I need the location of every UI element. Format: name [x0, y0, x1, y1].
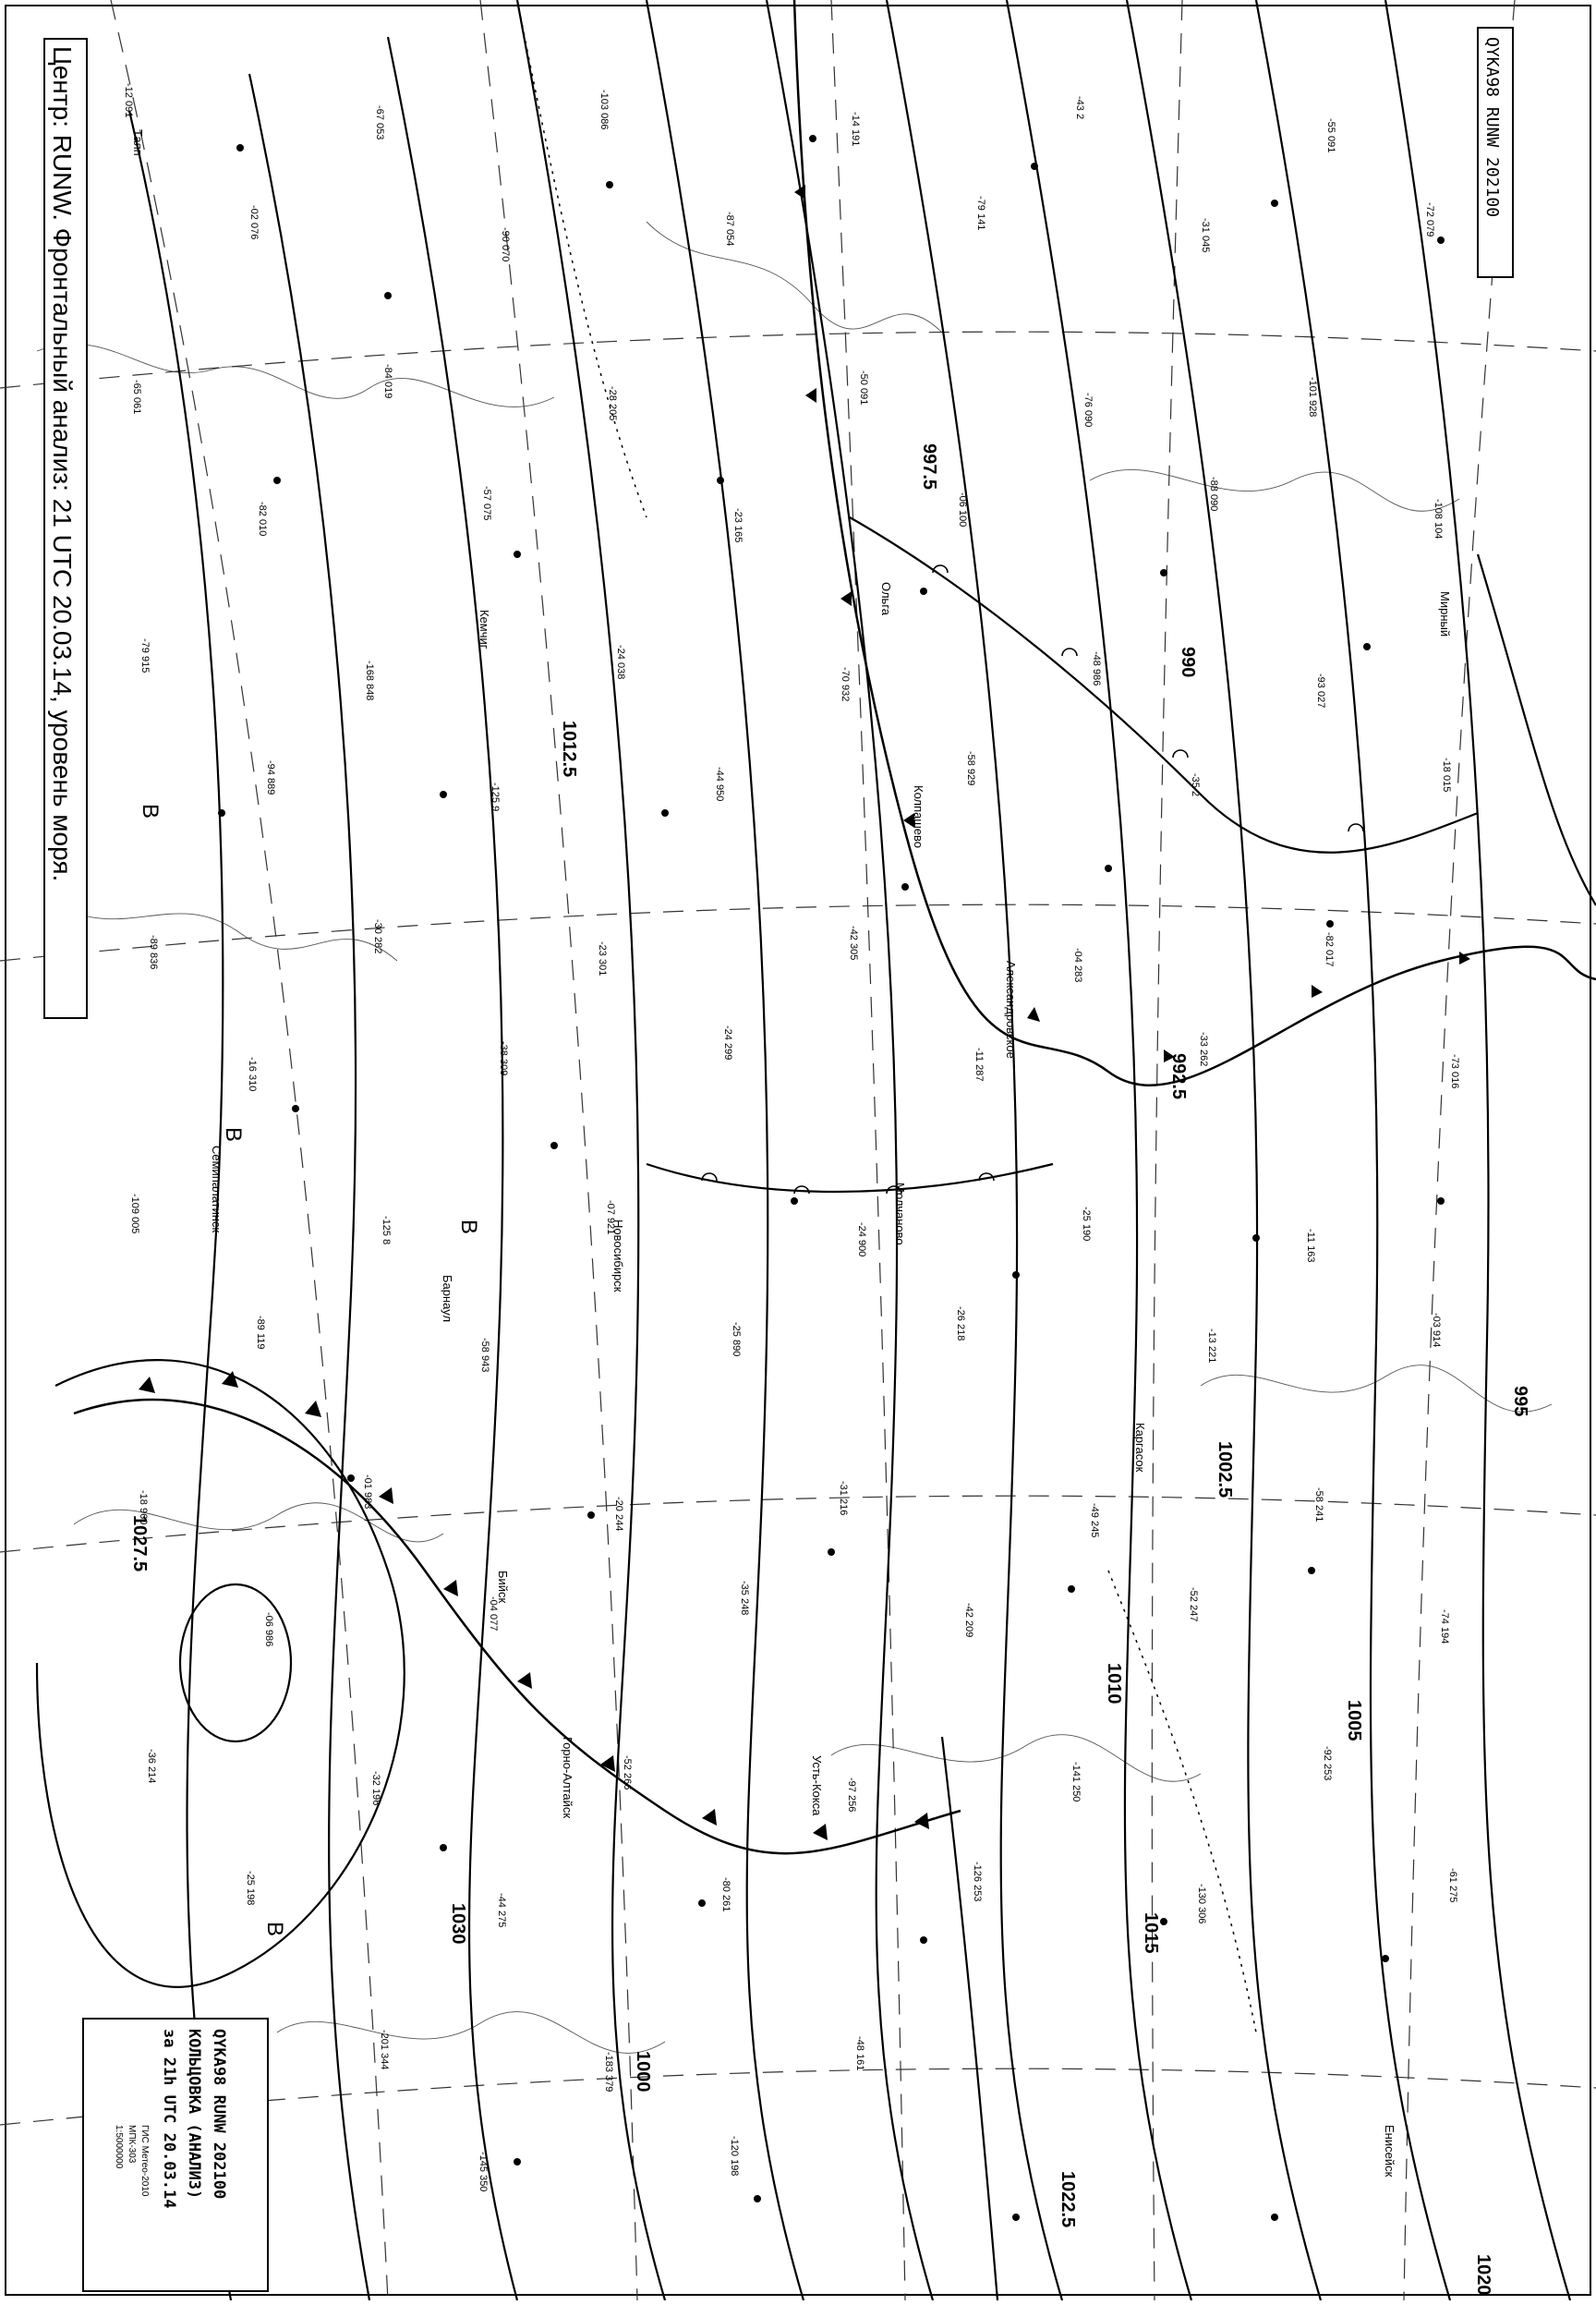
station-plot: -20 244: [613, 1497, 624, 1532]
station-plot: -80 261: [720, 1877, 732, 1912]
legend-line3: за 21h UTC 20.03.14: [160, 2029, 178, 2209]
station-plot: -18 015: [1441, 758, 1452, 793]
station-plot: -79 915: [139, 638, 151, 673]
station-plot: -72 079: [1424, 202, 1435, 237]
isobar-label: 1030: [448, 1903, 468, 1945]
station-plot: -97 256: [846, 1777, 857, 1813]
station-name: Новосибирск: [611, 1219, 625, 1292]
station-plot: -125 8: [381, 1216, 392, 1245]
station-plot: -25 190: [1081, 1207, 1092, 1242]
station-name: Ольга: [879, 582, 893, 616]
station-name: Александровское: [1004, 961, 1018, 1059]
station-plot: -38 309: [498, 1041, 509, 1076]
station-plot: -58 929: [965, 751, 976, 786]
legend-line6: 1:5000000: [114, 2125, 124, 2169]
station-plot: -87 054: [724, 212, 735, 247]
station-name: Колпашево: [912, 785, 925, 849]
station-plot: -52 266: [622, 1755, 633, 1790]
station-plot: -43 2: [1074, 96, 1085, 120]
station-plot: -14 191: [850, 112, 861, 147]
legend-line4: ГИС Метео-2010: [139, 2125, 150, 2197]
isobar-label: 995: [1510, 1386, 1530, 1417]
isobar-label: 997.5: [919, 443, 939, 491]
station-plot: -57 075: [481, 486, 492, 521]
station-name: Мирный: [1438, 591, 1452, 637]
station-plot: -70 932: [840, 667, 851, 702]
station-name: Каргасок: [1133, 1423, 1147, 1473]
station-plot: -55 091: [1325, 118, 1336, 153]
station-plot: -16 310: [247, 1057, 258, 1092]
station-name: Горно-Алтайск: [561, 1737, 574, 1819]
station-name: Енисейск: [1383, 2125, 1396, 2178]
station-plot: -126 253: [972, 1862, 983, 1902]
station-plot: -23 165: [732, 508, 744, 543]
station-name: Молчаново: [893, 1183, 907, 1245]
station-name: Бийск: [496, 1571, 510, 1604]
title-block: [44, 39, 87, 1018]
isobar-label: 1022.5: [1058, 2171, 1078, 2228]
station-plot: -108 104: [1433, 499, 1444, 540]
high-center-label: В: [456, 1219, 481, 1235]
station-plot: -58 943: [479, 1338, 490, 1373]
station-plot: -93 027: [1315, 673, 1326, 709]
station-plot: -94 889: [265, 760, 276, 795]
station-plot: -101 928: [1307, 377, 1318, 418]
isobar-label: 1027.5: [129, 1515, 150, 1572]
station-plot: -42 305: [848, 926, 859, 961]
station-plot: -28 205: [607, 386, 618, 421]
station-plot: -42 209: [963, 1603, 974, 1638]
station-plot: -183 379: [603, 2052, 614, 2093]
station-plot: -32 196: [370, 1771, 381, 1806]
station-plot: -76 090: [1082, 393, 1094, 428]
station-plot: -31 045: [1200, 218, 1211, 253]
station-plot: -03 914: [1431, 1313, 1442, 1348]
station-plot: -130 306: [1196, 1884, 1207, 1924]
station-plot: -44 950: [714, 767, 725, 802]
station-plot: -52 247: [1188, 1587, 1199, 1622]
station-plot: -79 141: [975, 196, 986, 231]
station-plot: -84 019: [382, 364, 393, 399]
legend-line2: КОЛЬЦОВКА (АНАЛИЗ): [185, 2029, 203, 2200]
station-plot: -07 921: [605, 1200, 616, 1235]
station-plot: -145 350: [478, 2152, 489, 2192]
station-plot: -82 010: [257, 502, 268, 537]
station-plot: -04 283: [1072, 948, 1083, 983]
station-plot: -24 900: [856, 1222, 867, 1257]
station-name: Семипалатинск: [210, 1146, 224, 1233]
station-plot: -65 061: [131, 380, 142, 415]
station-plot: -24 038: [615, 645, 626, 680]
isobar-label: 1012.5: [559, 721, 579, 778]
station-plot: -12 091: [123, 83, 134, 118]
station-name: Кемчиг: [478, 610, 491, 649]
station-plot: -06 100: [957, 492, 968, 528]
station-plot: -89 836: [148, 935, 159, 970]
station-plot: -141 250: [1070, 1762, 1082, 1802]
station-plot: -02 076: [248, 205, 260, 240]
station-plot: -201 344: [379, 2030, 390, 2070]
station-plot: -24 299: [722, 1025, 733, 1061]
station-plot: -36 214: [146, 1749, 157, 1784]
isobar-label: 1005: [1344, 1700, 1364, 1741]
legend-box: [83, 2019, 268, 2291]
high-center-label: В: [262, 1922, 287, 1937]
station-plot: -13 221: [1206, 1328, 1217, 1364]
station-plot: -48 161: [854, 2036, 865, 2071]
station-plot: -49 245: [1089, 1503, 1100, 1538]
station-plot: -30 282: [372, 919, 383, 954]
station-plot: -11 163: [1305, 1229, 1316, 1263]
station-plot: -74 194: [1439, 1609, 1450, 1644]
isobar-label: 1000: [633, 2051, 653, 2093]
station-plot: -73 016: [1449, 1054, 1460, 1089]
station-plot: -35 248: [739, 1581, 750, 1616]
station-plot: -25 890: [731, 1322, 742, 1357]
high-center-label: В: [221, 1127, 246, 1143]
station-plot: -25 198: [245, 1871, 256, 1906]
station-plot: -50 091: [858, 370, 869, 406]
station-plot: -125 9: [490, 782, 501, 812]
station-plot: -58 241: [1313, 1487, 1324, 1523]
station-plot: -31 216: [838, 1481, 849, 1516]
station-plot: -26 218: [955, 1306, 966, 1341]
high-center-label: В: [138, 804, 163, 819]
station-plot: -90 070: [500, 227, 511, 262]
isobar-label: 1010: [1104, 1663, 1124, 1704]
station-plot: -67 053: [374, 105, 385, 140]
legend-line1: QYKA98 RUNW 202100: [210, 2029, 228, 2200]
station-plot: -168 848: [364, 661, 375, 701]
legend-line5: МПК-303: [127, 2125, 137, 2164]
station-plot: -18 960: [138, 1490, 149, 1525]
station-plot: -61 275: [1447, 1868, 1458, 1903]
station-plot: -11 287: [973, 1048, 985, 1082]
station-plot: -109 005: [129, 1194, 140, 1234]
station-plot: -48 986: [1091, 651, 1102, 686]
isobar-label: 1020: [1473, 2254, 1493, 2296]
station-name: Барнаул: [441, 1275, 454, 1323]
isobar-label: 1015: [1141, 1912, 1161, 1954]
station-plot: -35 2: [1190, 773, 1201, 797]
map-title: Центр: RUNW. Фронтальный анализ: 21 UTC 20.03.14, уровень моря.: [48, 46, 77, 882]
station-plot: -33 262: [1198, 1032, 1209, 1067]
bulletin-header: QYKA98 RUNW 202100: [1482, 37, 1502, 218]
station-plot: -01 983: [362, 1474, 373, 1510]
station-plot: -44 275: [496, 1893, 507, 1928]
station-plot: -89 119: [255, 1316, 266, 1350]
station-plot: -103 086: [598, 90, 610, 130]
bulletin-header-block: [1478, 28, 1513, 277]
station-plot: -04 077: [488, 1596, 499, 1632]
station-name: Таяп: [131, 129, 145, 156]
station-name: Усть-Кокса: [810, 1755, 824, 1816]
isobar-label: 990: [1178, 647, 1198, 678]
isobar-label: 1002.5: [1215, 1441, 1235, 1498]
station-plot: -92 253: [1322, 1746, 1333, 1781]
station-plot: -82 017: [1324, 932, 1335, 967]
station-plot: -23 301: [597, 941, 608, 977]
station-plot: -120 198: [729, 2136, 740, 2177]
station-plot: -88 090: [1208, 477, 1219, 512]
isobar-label: 992.5: [1168, 1053, 1189, 1100]
station-plot: -06 986: [263, 1612, 274, 1647]
